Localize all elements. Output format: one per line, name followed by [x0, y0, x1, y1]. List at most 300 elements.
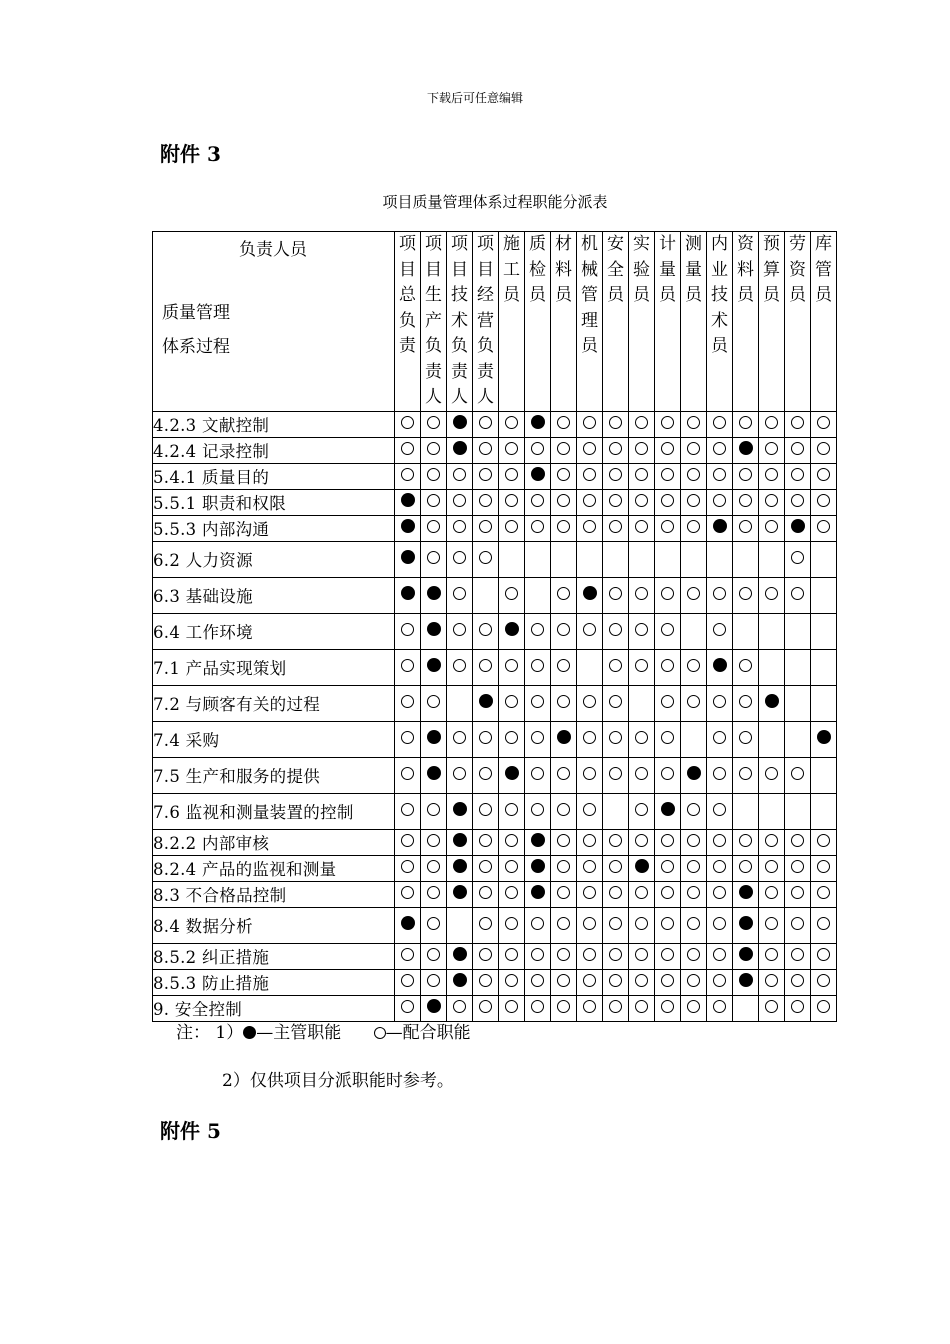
process-name: 7.6 监视和测量装置的控制 [153, 793, 395, 829]
assist-duty-icon [505, 416, 518, 429]
duty-cell [733, 881, 759, 907]
process-name: 8.5.2 纠正措施 [153, 943, 395, 969]
assist-duty-icon [791, 974, 804, 987]
duty-cell [395, 613, 421, 649]
duty-cell [759, 437, 785, 463]
role-header-label: 测量员 [685, 234, 702, 305]
assist-duty-icon [739, 520, 752, 533]
duty-cell [473, 649, 499, 685]
duty-cell [785, 721, 811, 757]
table-corner-header [153, 232, 395, 412]
assist-duty-icon [817, 917, 830, 930]
assist-duty-icon [713, 695, 726, 708]
duty-cell [447, 437, 473, 463]
assist-duty-icon [687, 834, 700, 847]
assist-duty-icon [427, 695, 440, 708]
role-header [499, 232, 525, 412]
assist-duty-symbol-icon [374, 1027, 386, 1039]
main-duty-icon [453, 833, 467, 847]
duty-cell [733, 829, 759, 855]
duty-cell [525, 757, 551, 793]
header-note: 下载后可任意编辑 [426, 91, 523, 105]
duty-cell [395, 829, 421, 855]
duty-cell [447, 489, 473, 515]
assist-duty-icon [583, 834, 596, 847]
duty-cell [681, 411, 707, 437]
duty-cell [785, 907, 811, 943]
main-duty-icon [739, 973, 753, 987]
assist-duty-icon [401, 860, 414, 873]
role-header [629, 232, 655, 412]
assist-duty-icon [635, 468, 648, 481]
assist-duty-icon [635, 416, 648, 429]
table-row [153, 943, 837, 969]
duty-cell [577, 793, 603, 829]
table-row [153, 649, 837, 685]
assist-duty-icon [583, 623, 596, 636]
assist-duty-icon [505, 731, 518, 744]
assist-duty-icon [453, 1000, 466, 1013]
duty-cell [733, 515, 759, 541]
assist-duty-icon [479, 974, 492, 987]
main-duty-icon [453, 859, 467, 873]
process-name: 7.2 与顾客有关的过程 [153, 685, 395, 721]
assist-duty-icon [739, 587, 752, 600]
duty-cell [681, 907, 707, 943]
assist-duty-icon [817, 948, 830, 961]
role-header-label: 项目生产负责人 [425, 234, 442, 407]
assist-duty-icon [661, 860, 674, 873]
duty-cell [629, 577, 655, 613]
assist-duty-icon [401, 767, 414, 780]
assist-duty-icon [791, 587, 804, 600]
assist-duty-icon [765, 520, 778, 533]
process-name: 7.1 产品实现策划 [153, 649, 395, 685]
assist-duty-icon [505, 803, 518, 816]
duty-cell [681, 685, 707, 721]
duty-cell [785, 793, 811, 829]
duty-cell [525, 489, 551, 515]
assist-duty-icon [609, 860, 622, 873]
assist-duty-icon [635, 834, 648, 847]
assist-duty-icon [687, 659, 700, 672]
duty-cell [629, 943, 655, 969]
duty-cell [811, 829, 837, 855]
duty-cell [499, 577, 525, 613]
assist-duty-icon [765, 442, 778, 455]
assist-duty-icon [687, 416, 700, 429]
duty-cell [551, 907, 577, 943]
assist-duty-icon [609, 834, 622, 847]
duty-cell [603, 463, 629, 489]
duty-cell [681, 995, 707, 1021]
duty-cell [759, 411, 785, 437]
duty-cell [733, 649, 759, 685]
duty-cell [655, 757, 681, 793]
assist-duty-icon [765, 834, 778, 847]
duty-cell [447, 577, 473, 613]
duty-cell [499, 793, 525, 829]
duty-cell [707, 793, 733, 829]
duty-cell [551, 541, 577, 577]
duty-cell [655, 685, 681, 721]
duty-cell [577, 881, 603, 907]
assist-duty-icon [583, 767, 596, 780]
assist-duty-icon [505, 442, 518, 455]
main-duty-icon [531, 415, 545, 429]
duty-cell [759, 577, 785, 613]
annex-3-heading: 附件 3 [160, 142, 221, 166]
assist-duty-icon [531, 731, 544, 744]
assist-duty-icon [401, 886, 414, 899]
assist-duty-icon [557, 442, 570, 455]
assist-duty-icon [661, 731, 674, 744]
table-row [153, 577, 837, 613]
duty-cell [655, 649, 681, 685]
duty-cell [525, 411, 551, 437]
assist-duty-icon [401, 468, 414, 481]
duty-cell [707, 907, 733, 943]
process-name: 6.2 人力资源 [153, 541, 395, 577]
duty-cell [525, 577, 551, 613]
assist-duty-icon [661, 767, 674, 780]
duty-cell [395, 649, 421, 685]
duty-cell [785, 463, 811, 489]
duty-cell [603, 907, 629, 943]
duty-cell [421, 881, 447, 907]
corner-bottom-label-line2: 体系过程 [162, 337, 230, 357]
duty-cell [655, 943, 681, 969]
duty-cell [811, 793, 837, 829]
assist-duty-icon [609, 416, 622, 429]
duty-cell [473, 907, 499, 943]
duty-cell [447, 649, 473, 685]
assist-duty-icon [557, 767, 570, 780]
duty-cell [499, 995, 525, 1021]
main-duty-icon [531, 885, 545, 899]
duty-cell [421, 577, 447, 613]
duty-cell [577, 829, 603, 855]
legend-main-label: 主管职能 [273, 1023, 342, 1043]
duty-cell [525, 881, 551, 907]
assist-duty-icon [505, 520, 518, 533]
assist-duty-icon [557, 623, 570, 636]
assist-duty-icon [713, 767, 726, 780]
assist-duty-icon [479, 494, 492, 507]
duty-cell [395, 855, 421, 881]
assist-duty-icon [427, 803, 440, 816]
assist-duty-icon [635, 442, 648, 455]
assist-duty-icon [791, 948, 804, 961]
assist-duty-icon [739, 494, 752, 507]
duty-cell [395, 969, 421, 995]
duty-cell [733, 721, 759, 757]
duty-cell [551, 829, 577, 855]
duty-cell [473, 881, 499, 907]
duty-cell [785, 757, 811, 793]
duty-cell [473, 943, 499, 969]
assist-duty-icon [817, 494, 830, 507]
main-duty-icon [505, 622, 519, 636]
assist-duty-icon [557, 834, 570, 847]
duty-cell [681, 577, 707, 613]
duty-cell [421, 411, 447, 437]
table-row [153, 721, 837, 757]
duty-cell [811, 515, 837, 541]
assist-duty-icon [791, 551, 804, 564]
assist-duty-icon [609, 974, 622, 987]
duty-cell [785, 515, 811, 541]
duty-cell [395, 437, 421, 463]
main-duty-icon [739, 885, 753, 899]
assist-duty-icon [713, 948, 726, 961]
duty-cell [499, 855, 525, 881]
duty-cell [655, 541, 681, 577]
assist-duty-icon [817, 834, 830, 847]
assist-duty-icon [739, 834, 752, 847]
assist-duty-icon [453, 767, 466, 780]
duty-cell [707, 829, 733, 855]
role-header [733, 232, 759, 412]
main-duty-icon [661, 802, 675, 816]
assist-duty-icon [661, 442, 674, 455]
duty-cell [759, 613, 785, 649]
assist-duty-icon [557, 494, 570, 507]
duty-cell [499, 969, 525, 995]
assist-duty-icon [817, 1000, 830, 1013]
main-duty-icon [739, 441, 753, 455]
duty-cell [707, 541, 733, 577]
duty-cell [733, 541, 759, 577]
assist-duty-icon [765, 974, 778, 987]
assist-duty-icon [817, 886, 830, 899]
duty-cell [681, 969, 707, 995]
duty-cell [577, 613, 603, 649]
duty-cell [421, 943, 447, 969]
assist-duty-icon [609, 695, 622, 708]
duty-cell [551, 437, 577, 463]
duty-cell [759, 793, 785, 829]
duty-cell [759, 721, 785, 757]
duty-cell [681, 613, 707, 649]
duty-cell [447, 411, 473, 437]
assist-duty-icon [479, 803, 492, 816]
duty-cell [421, 969, 447, 995]
assist-duty-icon [479, 767, 492, 780]
duty-cell [811, 613, 837, 649]
duty-cell [395, 685, 421, 721]
duty-cell [629, 489, 655, 515]
assist-duty-icon [635, 520, 648, 533]
assist-duty-icon [479, 551, 492, 564]
duty-cell [551, 649, 577, 685]
assist-duty-icon [401, 803, 414, 816]
duty-cell [473, 515, 499, 541]
assist-duty-icon [713, 623, 726, 636]
duty-cell [603, 649, 629, 685]
duty-cell [525, 515, 551, 541]
assist-duty-icon [479, 731, 492, 744]
duty-cell [525, 943, 551, 969]
duty-cell [421, 793, 447, 829]
main-duty-icon [401, 916, 415, 930]
duty-cell [681, 541, 707, 577]
assist-duty-icon [713, 468, 726, 481]
main-duty-icon [765, 694, 779, 708]
duty-cell [785, 969, 811, 995]
duty-cell [811, 721, 837, 757]
assist-duty-icon [427, 948, 440, 961]
duty-cell [733, 613, 759, 649]
assist-duty-icon [635, 948, 648, 961]
duty-cell [551, 881, 577, 907]
duty-cell [707, 489, 733, 515]
role-header-label: 计量员 [659, 234, 676, 305]
assist-duty-icon [713, 834, 726, 847]
assist-duty-icon [583, 974, 596, 987]
assist-duty-icon [427, 974, 440, 987]
assist-duty-icon [531, 948, 544, 961]
assist-duty-icon [401, 695, 414, 708]
duty-cell [499, 721, 525, 757]
duty-cell [421, 613, 447, 649]
process-name: 5.4.1 质量目的 [153, 463, 395, 489]
duty-cell [733, 685, 759, 721]
legend-assist-label: 配合职能 [402, 1023, 471, 1043]
duty-cell [707, 515, 733, 541]
role-header-label: 库管员 [815, 234, 832, 305]
main-duty-icon [401, 550, 415, 564]
duty-cell [395, 411, 421, 437]
duty-cell [603, 541, 629, 577]
assist-duty-icon [687, 468, 700, 481]
assist-duty-icon [661, 695, 674, 708]
assist-duty-icon [739, 731, 752, 744]
assist-duty-icon [505, 659, 518, 672]
duty-cell [447, 881, 473, 907]
role-header [551, 232, 577, 412]
duty-cell [499, 943, 525, 969]
assist-duty-icon [427, 416, 440, 429]
assist-duty-icon [765, 416, 778, 429]
duty-cell [629, 793, 655, 829]
assist-duty-icon [661, 587, 674, 600]
table-row [153, 411, 837, 437]
assist-duty-icon [583, 1000, 596, 1013]
assist-duty-icon [817, 468, 830, 481]
assist-duty-icon [661, 494, 674, 507]
assist-duty-icon [505, 886, 518, 899]
assist-duty-icon [661, 416, 674, 429]
duty-cell [525, 541, 551, 577]
duty-cell [551, 969, 577, 995]
assist-duty-icon [635, 917, 648, 930]
role-header [655, 232, 681, 412]
main-duty-icon [427, 730, 441, 744]
assist-duty-icon [401, 659, 414, 672]
main-duty-icon [479, 694, 493, 708]
duty-cell [421, 907, 447, 943]
duty-cell [499, 489, 525, 515]
assist-duty-icon [687, 803, 700, 816]
assist-duty-icon [817, 520, 830, 533]
note-dash-main: — [256, 1023, 274, 1043]
assist-duty-icon [505, 494, 518, 507]
duty-cell [421, 437, 447, 463]
duty-cell [707, 757, 733, 793]
assist-duty-icon [765, 767, 778, 780]
process-name: 8.2.2 内部审核 [153, 829, 395, 855]
duty-cell [733, 995, 759, 1021]
duty-cell [603, 793, 629, 829]
duty-cell [733, 437, 759, 463]
assist-duty-icon [583, 442, 596, 455]
duty-cell [421, 855, 447, 881]
main-duty-icon [427, 658, 441, 672]
duty-cell [707, 855, 733, 881]
assist-duty-icon [635, 974, 648, 987]
assist-duty-icon [531, 494, 544, 507]
assist-duty-icon [401, 731, 414, 744]
duty-cell [733, 943, 759, 969]
duty-cell [577, 721, 603, 757]
duty-cell [551, 577, 577, 613]
duty-cell [707, 463, 733, 489]
assist-duty-icon [505, 695, 518, 708]
duty-cell [395, 577, 421, 613]
duty-cell [525, 969, 551, 995]
assist-duty-icon [765, 917, 778, 930]
duty-cell [681, 437, 707, 463]
duty-cell [759, 969, 785, 995]
role-header-label: 实验员 [633, 234, 650, 305]
duty-cell [811, 685, 837, 721]
duty-cell [395, 881, 421, 907]
duty-cell [525, 613, 551, 649]
assist-duty-icon [661, 948, 674, 961]
main-duty-icon [427, 999, 441, 1013]
duty-cell [811, 541, 837, 577]
assist-duty-icon [661, 659, 674, 672]
duty-cell [499, 881, 525, 907]
role-header-label: 项目总负责 [399, 234, 416, 356]
duty-cell [551, 463, 577, 489]
assist-duty-icon [531, 520, 544, 533]
assist-duty-icon [531, 917, 544, 930]
duty-cell [759, 515, 785, 541]
assist-duty-icon [687, 917, 700, 930]
table-title: 项目质量管理体系过程职能分派表 [382, 193, 608, 211]
main-duty-icon [791, 519, 805, 533]
role-header [707, 232, 733, 412]
duty-cell [577, 969, 603, 995]
assist-duty-icon [583, 731, 596, 744]
assist-duty-icon [609, 767, 622, 780]
duty-cell [785, 437, 811, 463]
assist-duty-icon [453, 659, 466, 672]
assist-duty-icon [661, 468, 674, 481]
duty-cell [603, 969, 629, 995]
duty-cell [473, 855, 499, 881]
duty-cell [707, 685, 733, 721]
assist-duty-icon [531, 1000, 544, 1013]
duty-cell [759, 649, 785, 685]
duty-cell [707, 577, 733, 613]
duty-cell [551, 855, 577, 881]
duty-cell [577, 411, 603, 437]
duty-cell [447, 721, 473, 757]
assist-duty-icon [765, 468, 778, 481]
